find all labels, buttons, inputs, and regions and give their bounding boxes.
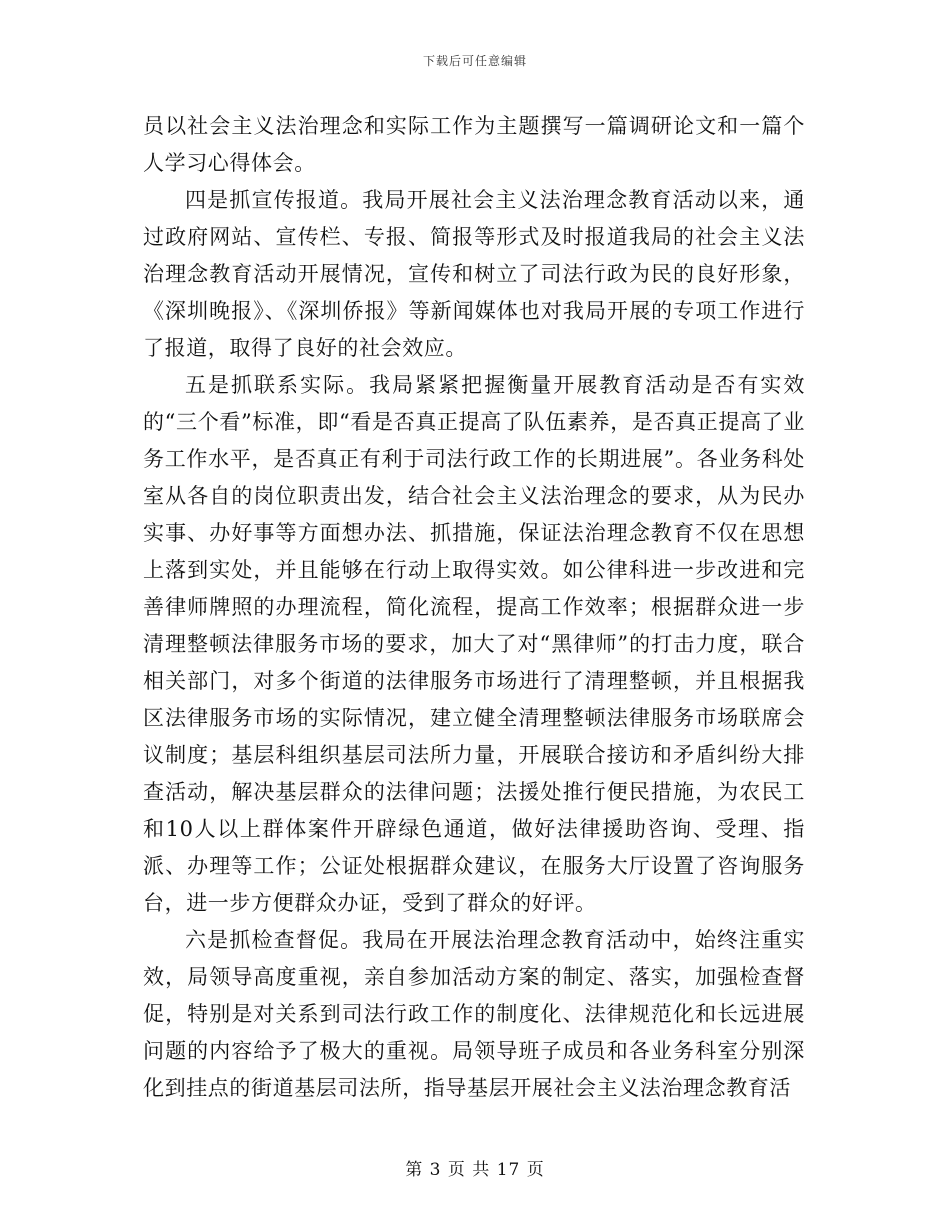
document-body	[143, 108, 805, 1107]
paragraph-3: 五是抓联系实际。我局紧紧把握衡量开展教育活动是否有实效的“三个看”标准，即“看是否真正提高了队伍素养，是否真正提高了业务工作水平，是否真正有利于司法行政工作的长期进展”。各业务科处室从各自的岗位职责出发，结合社会主义法治理念的要求，从为民办实事、办好事等方面想办法、抓措施，保证法治理念教育不仅在思想上落到实处，并且能够在行动上取得实效。如公律科进一步改进和完善律师牌照的办理流程，简化流程，提高工作效率；根据群众进一步清理整顿法律服务市场的要求，加大了对“黑律师”的打击力度，联合相关部门，对多个街道的法律服务市场进行了清理整顿，并且根据我区法律服务市场的实际情况，建立健全清理整顿法律服务市场联席会议制度；基层科组织基层司法所力量，开展联合接访和矛盾纠纷大排查活动，解决基层群众的法律问题；法援处推行便民措施，为农民工和10人以上群体案件开辟绿色通道，做好法律援助咨询、受理、指派、办理等工作；公证处根据群众建议，在服务大厅设置了咨询服务台，进一步方便群众办证，受到了群众的好评。	[143, 373, 805, 915]
page-footer: 第 3 页 共 17 页	[405, 1160, 545, 1180]
page-header: 下载后可任意编辑	[422, 54, 527, 68]
paragraph-1: 员以社会主义法治理念和实际工作为主题撰写一篇调研论文和一篇个人学习心得体会。	[143, 114, 805, 175]
paragraph-4: 六是抓检查督促。我局在开展法治理念教育活动中，始终注重实效，局领导高度重视，亲自参加活动方案的制定、落实，加强检查督促，特别是对关系到司法行政工作的制度化、法律规范化和长远进展问题的内容给予了极大的重视。局领导班子成员和各业务科室分别深化到挂点的街道基层司法所，指导基层开展社会主义法治理念教育活	[143, 928, 805, 1100]
paragraph-2: 四是抓宣传报道。我局开展社会主义法治理念教育活动以来，通过政府网站、宣传栏、专报、简报等形式及时报道我局的社会主义法治理念教育活动开展情况，宣传和树立了司法行政为民的良好形象，《深圳晚报》、《深圳侨报》等新闻媒体也对我局开展的专项工作进行了报道，取得了良好的社会效应。	[143, 188, 805, 360]
